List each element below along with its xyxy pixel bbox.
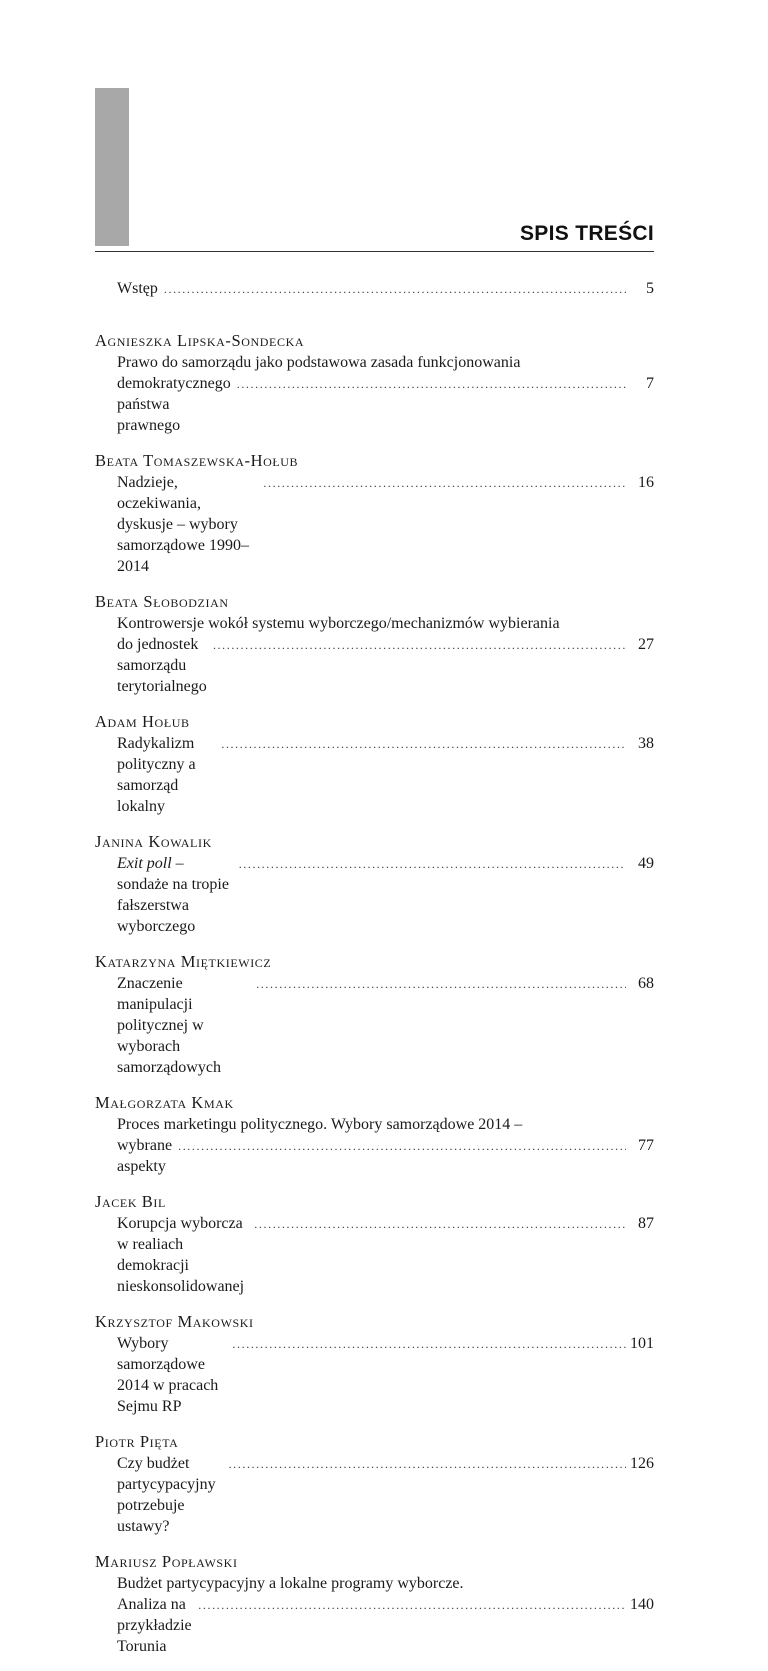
- dot-leader: [263, 473, 626, 494]
- dot-leader: [178, 1136, 626, 1157]
- toc-author: Beata Tomaszewska-Hołub: [95, 451, 299, 470]
- toc-entry-title-line: Korupcja wyborcza w realiach demokracji nieskonsolidowanej: [117, 1215, 245, 1295]
- toc-entry-title-line: Znaczenie manipulacji politycznej w wyborach samorządowych: [117, 975, 221, 1076]
- toc-page-number: 126: [630, 1455, 654, 1472]
- toc-entry-title-line: Kontrowersje wokół systemu wyborczego/mechanizmów wybierania: [117, 615, 560, 632]
- toc-entry[interactable]: [95, 1311, 654, 1417]
- decorative-gray-block: [95, 88, 129, 246]
- toc-entry[interactable]: [95, 831, 654, 937]
- toc-page-number: 87: [638, 1215, 654, 1232]
- toc-entry[interactable]: [95, 1551, 654, 1657]
- toc-entry[interactable]: [95, 1092, 654, 1177]
- dot-leader: [256, 974, 626, 995]
- dot-leader: [221, 734, 626, 755]
- dot-leader: [213, 635, 626, 656]
- toc-entry[interactable]: [95, 1431, 654, 1537]
- toc-author: Jacek Bil: [95, 1192, 166, 1211]
- toc-entry[interactable]: [95, 330, 654, 436]
- dot-leader: [254, 1214, 626, 1235]
- dot-leader: [229, 1454, 626, 1475]
- toc-entry-title-line: Prawo do samorządu jako podstawowa zasada funkcjonowania: [117, 354, 521, 371]
- toc-author: Mariusz Popławski: [95, 1552, 238, 1571]
- toc-page-number: 49: [638, 855, 654, 872]
- title-rule: [95, 251, 654, 252]
- toc-author: Małgorzata Kmak: [95, 1093, 234, 1112]
- toc-author: Piotr Pięta: [95, 1432, 179, 1451]
- toc-author: Beata Słobodzian: [95, 592, 229, 611]
- toc-author: Adam Hołub: [95, 712, 190, 731]
- toc-entry-title-line: Budżet partycypacyjny a lokalne programy wyborcze.: [117, 1575, 464, 1592]
- toc-page-number: 38: [638, 735, 654, 752]
- toc-entry-title-line: Nadzieje, oczekiwania, dyskusje – wybory samorządowe 1990–2014: [117, 474, 249, 575]
- toc-page-number: 77: [638, 1137, 654, 1154]
- toc-entry-title-line: Proces marketingu politycznego. Wybory samorządowe 2014 –: [117, 1116, 523, 1133]
- toc-entry-title-line: Czy budżet partycypacyjny potrzebuje ustawy?: [117, 1455, 216, 1535]
- toc-entry[interactable]: [95, 591, 654, 697]
- table-of-contents: [95, 278, 654, 1671]
- toc-intro-entry[interactable]: [95, 278, 654, 300]
- toc-page-number: 16: [638, 474, 654, 491]
- toc-page-number: 140: [630, 1596, 654, 1613]
- toc-author: Katarzyna Miętkiewicz: [95, 952, 272, 971]
- toc-page-number: 5: [646, 280, 654, 297]
- toc-page-number: 7: [646, 375, 654, 392]
- toc-author: Agnieszka Lipska-Sondecka: [95, 331, 305, 350]
- dot-leader: [164, 279, 626, 300]
- dot-leader: [237, 374, 626, 395]
- toc-entry-italic-term: Exit poll: [117, 855, 172, 872]
- toc-entry-title-line: Wybory samorządowe 2014 w pracach Sejmu RP: [117, 1335, 219, 1415]
- toc-entry-title-line: Analiza na przykładzie Torunia: [117, 1596, 192, 1655]
- toc-entry-title-line: Radykalizm polityczny a samorząd lokalny: [117, 735, 196, 815]
- toc-page-number: 101: [630, 1335, 654, 1352]
- page-title: SPIS TREŚCI: [520, 222, 654, 245]
- toc-entry[interactable]: [95, 711, 654, 817]
- toc-entry[interactable]: [95, 951, 654, 1078]
- dot-leader: [198, 1595, 626, 1616]
- toc-author: Janina Kowalik: [95, 832, 212, 851]
- toc-entry-title: Wstęp: [117, 280, 158, 297]
- toc-entry-title-line: wybrane aspekty: [117, 1137, 173, 1175]
- toc-entry-title-line: – sondaże na tropie fałszerstwa wyborczego: [117, 855, 229, 935]
- toc-entry[interactable]: [95, 450, 654, 577]
- toc-entry[interactable]: [95, 1191, 654, 1297]
- toc-entry-title-line: demokratycznego państwa prawnego: [117, 375, 231, 434]
- toc-page-number: 27: [638, 636, 654, 653]
- dot-leader: [232, 1334, 626, 1355]
- toc-page-number: 68: [638, 975, 654, 992]
- toc-entry-title-line: do jednostek samorządu terytorialnego: [117, 636, 207, 695]
- toc-author: Krzysztof Makowski: [95, 1312, 254, 1331]
- dot-leader: [239, 854, 626, 875]
